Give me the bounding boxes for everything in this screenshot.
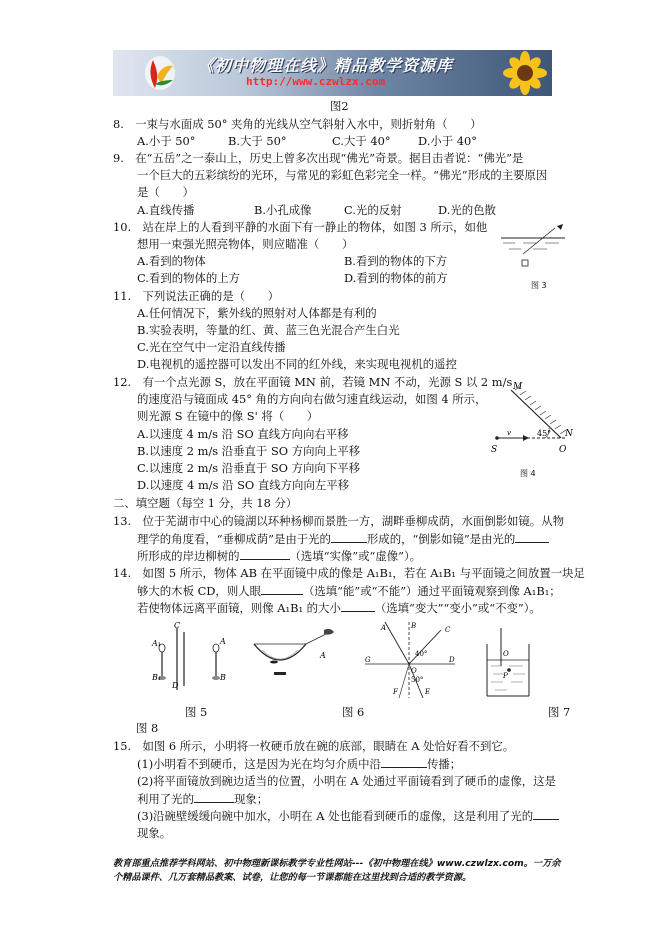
- q15-line-4b: 现象；: [233, 792, 269, 806]
- q15-blank-1[interactable]: [381, 756, 427, 768]
- figure-4-caption: 图 4: [520, 469, 536, 478]
- fig8-label-e: E: [425, 688, 431, 696]
- q8-option-a: A.小于 50°: [137, 134, 196, 148]
- q12-line-1: 12. 有一个点光源 S，放在平面镜 MN 前，若镜 MN 不动，光源 S 以 2 m/s: [113, 375, 513, 389]
- q15-line-2: [137, 756, 461, 772]
- q11-stem: 11. 下列说法正确的是（ ）: [113, 289, 280, 303]
- fig5-label-a: A: [220, 637, 226, 646]
- q13-blank-3[interactable]: [240, 548, 290, 560]
- banner-title: 《初中物理在线》精品教学资源库: [198, 56, 454, 75]
- q10-option-b: B.看到的物体的下方: [344, 254, 448, 268]
- figure-5-caption: 图 5: [185, 705, 208, 719]
- q9-option-d: D.光的色散: [438, 203, 496, 217]
- fig8-label-50: 50°: [411, 676, 424, 684]
- q13-line-2a: 理学的角度看，“垂柳成荫”是由于光的: [137, 532, 331, 546]
- q9-line-3: 是（ ）: [137, 185, 194, 199]
- q14-blank-2[interactable]: [341, 600, 375, 612]
- sunflower-image: [498, 50, 552, 96]
- q15-line-2b: 传播；: [426, 757, 462, 771]
- q10-option-a: A.看到的物体: [137, 254, 206, 268]
- banner-logo: [143, 54, 177, 92]
- fig4-label-m: M: [513, 382, 523, 392]
- q9-line-1: 9. 在“五岳”之一泰山上，历史上曾多次出现“佛光”奇景。据目击者说：“佛光”是: [113, 151, 524, 165]
- q14-line-2: [137, 583, 561, 599]
- fig8-label-o: O: [411, 667, 417, 675]
- q15-line-4: [137, 791, 268, 807]
- fig4-label-o: O: [559, 445, 567, 455]
- q13-line-1: 13. 位于芜湖市中心的镜湖以环种杨柳而景胜一方，湖畔垂柳成荫，水面倒影如镜。从物: [113, 514, 564, 528]
- q15-blank-3[interactable]: [533, 808, 559, 820]
- fig8-label-c: C: [445, 626, 451, 634]
- q14-line-3a: 若使物体远离平面镜，则像 A₁B₁ 的大小: [137, 601, 341, 615]
- q15-line-6: 现象。: [137, 826, 172, 840]
- q14-blank-1[interactable]: [261, 583, 303, 595]
- q10-line-1: 10. 站在岸上的人看到平静的水面下有一静止的物体，如图 3 所示，如他: [113, 220, 488, 234]
- fig8-label-b: B: [411, 622, 417, 630]
- header-banner: [113, 50, 552, 96]
- q8-option-b: B.大于 50°: [228, 134, 287, 148]
- q11-option-c: C.光在空气中一定沿直线传播: [137, 340, 286, 354]
- q11-option-a: A.任何情况下，紫外线的照射对人体都是有利的: [137, 306, 377, 320]
- fig8-label-a: A: [381, 624, 387, 632]
- fig5-label-b: B: [220, 673, 226, 682]
- q14-line-3: [137, 600, 541, 616]
- fig8-label-f: F: [393, 688, 398, 696]
- fig4-label-angle: 45°: [537, 429, 552, 438]
- footer-line-2: 个精品课件、几万套精品教案、试卷，让您的每一节课都能在这里找到合适的教学资源。: [113, 872, 472, 883]
- q8-option-d: D.小于 40°: [418, 134, 477, 148]
- fig8-label-d: D: [449, 656, 455, 664]
- q12-option-d: D.以速度 4 m/s 沿 SO 直线方向向左平移: [137, 478, 350, 492]
- fig6-label-a: A: [320, 651, 326, 660]
- q13-line-2: [137, 531, 549, 547]
- q13-blank-1[interactable]: [331, 531, 367, 543]
- fig5-label-a1: A₁: [152, 639, 161, 648]
- q13-line-3: [137, 548, 421, 564]
- figure-7-caption: 图 7: [548, 705, 571, 719]
- q12-option-a: A.以速度 4 m/s 沿 SO 直线方向向右平移: [137, 427, 349, 441]
- fig7-label-o: O: [503, 650, 509, 658]
- fig8-label-g: G: [365, 656, 371, 664]
- q15-line-5a: (3)沿碗壁缓缓向碗中加水，小明在 A 处也能看到硬币的虚像，这是利用了光的: [137, 809, 534, 823]
- fig4-label-s: S: [491, 445, 498, 455]
- q8-stem: 8. 一束与水面成 50° 夹角的光线从空气斜射入水中，则折射角（ ）: [113, 117, 482, 131]
- q12-option-b: B.以速度 2 m/s 沿垂直于 SO 方向向上平移: [137, 444, 361, 458]
- q12-option-c: C.以速度 2 m/s 沿垂直于 SO 方向向下平移: [137, 461, 360, 475]
- figure-5: [150, 620, 230, 698]
- figure-3-caption: 图 3: [531, 281, 547, 290]
- q12-line-2: 的速度沿与镜面成 45° 角的方向向右做匀速直线运动，如图 4 所示，: [137, 392, 487, 406]
- figure-4: [487, 380, 577, 458]
- banner-url: http://www.czwlzx.com: [246, 75, 386, 88]
- fig4-label-n: N: [565, 429, 573, 439]
- fig5-label-d: D: [172, 681, 179, 690]
- figure-2-caption: 图2: [330, 99, 349, 113]
- q10-line-2: 想用一束强光照亮物体，则应瞄准（ ）: [137, 237, 354, 251]
- q15-line-2a: (1)小明看不到硬币，这是因为光在均匀介质中沿: [137, 757, 381, 771]
- q12-line-3: 则光源 S 在镜中的像 S' 将（ ）: [137, 409, 319, 423]
- fig4-label-v: v: [507, 429, 511, 437]
- q14-line-1: 14. 如图 5 所示，物体 AB 在平面镜中成的像是 A₁B₁，若在 A₁B₁ 与平面镜之间放置一块足: [113, 566, 585, 580]
- q13-line-2b: 形成的，“倒影如镜”是由光的: [366, 532, 516, 546]
- q15-blank-2[interactable]: [194, 791, 234, 803]
- figure-3: [497, 218, 569, 278]
- q13-line-3b: （选填“实像”或“虚像”）。: [289, 549, 422, 563]
- q15-line-4a: 利用了光的: [137, 792, 194, 806]
- q13-blank-2[interactable]: [515, 531, 549, 543]
- q15-line-5: [137, 808, 559, 824]
- fig5-label-c: C: [174, 621, 181, 630]
- q10-option-d: D.看到的物体的前方: [344, 271, 448, 285]
- figure-8: [363, 620, 459, 700]
- section-2-title: 二、填空题（每空 1 分，共 18 分）: [113, 496, 298, 510]
- fig5-label-b1: B₁: [152, 673, 162, 682]
- q10-option-c: C.看到的物体的上方: [137, 271, 241, 285]
- q9-line-2: 一个巨大的五彩缤纷的光环，与常见的彩虹色彩完全一样。“佛光”形成的主要原因: [137, 168, 548, 182]
- figure-8-caption: 图 8: [136, 721, 159, 735]
- q9-option-b: B.小孔成像: [254, 203, 312, 217]
- q14-line-2b: （选填“能”或“不能”）通过平面镜观察到像 A₁B₁；: [303, 584, 561, 598]
- figure-7: [483, 626, 535, 700]
- q14-line-2a: 够大的木板 CD，则人眼: [137, 584, 261, 598]
- q13-line-3a: 所形成的岸边柳树的: [137, 549, 240, 563]
- footer-line-1: 教育部重点推荐学科网站、初中物理新课标教学专业性网站---《初中物理在线》www.czwlzx.com。一万余: [113, 858, 561, 869]
- q8-option-c: C.大于 40°: [332, 134, 391, 148]
- q11-option-b: B.实验表明，等量的红、黄、蓝三色光混合产生白光: [137, 323, 400, 337]
- figure-6: [250, 628, 342, 684]
- q15-line-1: 15. 如图 6 所示，小明将一枚硬币放在碗的底部，眼睛在 A 处恰好看不到它。: [113, 739, 515, 753]
- q11-option-d: D.电视机的遥控器可以发出不同的红外线，来实现电视机的遥控: [137, 357, 457, 371]
- fig7-label-p: P: [503, 672, 508, 680]
- q9-option-a: A.直线传播: [137, 203, 195, 217]
- figure-6-caption: 图 6: [342, 705, 365, 719]
- q9-option-c: C.光的反射: [344, 203, 402, 217]
- fig8-label-40: 40°: [415, 650, 428, 658]
- q15-line-3: (2)将平面镜放到碗边适当的位置，小明在 A 处通过平面镜看到了硬币的虚像，这是: [137, 774, 556, 788]
- q14-line-3b: （选填“变大”“变小”或“不变”）。: [374, 601, 541, 615]
